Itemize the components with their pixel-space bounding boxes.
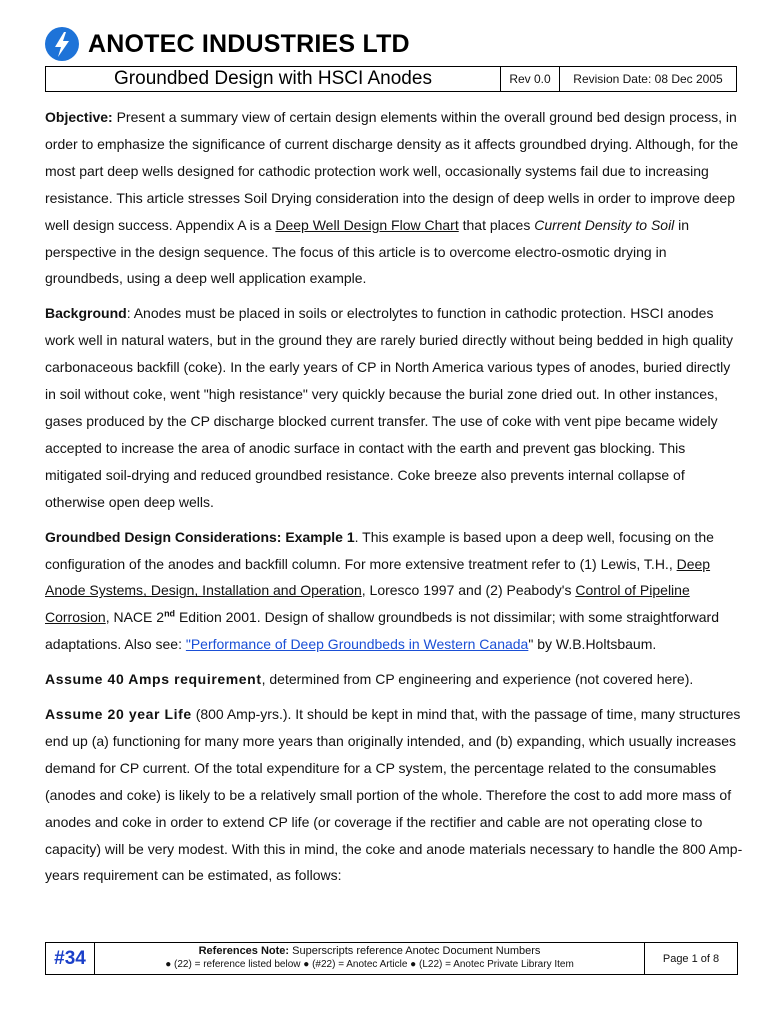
- objective-text-3: in perspective in the design sequence. The focus of this article is to overcome electro-osmotic drying in groundbeds, using a deep well application example.: [45, 216, 690, 287]
- background-text: : Anodes must be placed in soils or electrolytes to function in cathodic protection. HSCI anodes work well in natural waters, but in the ground they are rarely buried directly without being bedded in high quality carbonaceous backfill (coke). In the early years of CP in North America various types of anodes, buried directly in soil without coke, went "high resistance" very quickly because the burial zone dried out. In other instances, gases produced by the CP discharge blocked current transfer. The use of coke with vent pipe became widely accepted to increase the area of anodic surface in contact with the earth and prevent gas blocking. This mitigated soil-drying and reduced groundbed resistance. Coke breeze also prevents internal collapse of otherwise open deep wells.: [45, 305, 733, 510]
- references-note-label: References Note:: [198, 945, 290, 957]
- revision-number: Rev 0.0: [500, 67, 559, 91]
- company-name: ANOTEC INDUSTRIES LTD: [88, 29, 410, 58]
- assume-20-text: (800 Amp-yrs.). It should be kept in mind that, with the passage of time, many structures end up (a) functioning for many more years than originally intended, and (b) expanding, which usually increases demand for CP current. Of the total expenditure for a CP system, the percentage related to the consumables (anodes and coke) is likely to be a relatively small portion of the whole. Therefore the cost to add more mass of anodes and coke in order to extend CP life (or coverage if the rectifier and cable are not operating close to capacity) will be very modest. With this in mind, the coke and anode materials necessary to handle the 800 Amp-years requirement can be estimated, as follows:: [45, 706, 743, 884]
- assume-40-text: , determined from CP engineering and experience (not covered here).: [261, 671, 694, 688]
- considerations-text-5: " by W.B.Holtsbaum.: [528, 636, 657, 653]
- lewis-reference: Deep Anode Systems, Design, Installation and Operation: [45, 555, 711, 599]
- current-density-term: Current Density to Soil: [534, 216, 675, 233]
- footer-table: [45, 942, 738, 975]
- considerations-text-3: , NACE 2: [105, 609, 165, 626]
- page-number: Page 1 of 8: [644, 943, 737, 974]
- document-title: Groundbed Design with HSCI Anodes: [114, 68, 432, 89]
- flow-chart-link[interactable]: Deep Well Design Flow Chart: [275, 216, 459, 233]
- article-number-badge: #34: [46, 943, 95, 974]
- assume-40-label: Assume 40 Amps requirement: [45, 671, 262, 688]
- western-canada-link[interactable]: "Performance of Deep Groundbeds in Western Canada: [185, 636, 529, 653]
- considerations-text: . This example is based upon a deep well, focusing on the configuration of the anodes and backfill column. For more extensive treatment refer to (1) Lewis, T.H.,: [45, 528, 714, 572]
- references-note-line1: [95, 945, 644, 957]
- body-text: [45, 104, 745, 897]
- objective-text-2: that places: [458, 216, 535, 233]
- assume-20-label: Assume 20 year Life: [45, 706, 192, 723]
- references-note-text: Superscripts reference Anotec Document Numbers: [289, 945, 541, 957]
- title-table: [45, 66, 737, 92]
- references-note-bullets: ● (22) = reference listed below ● (#22) = Anotec Article ● (L22) = Anotec Private Library Item: [165, 959, 574, 970]
- assume-40-paragraph: [45, 666, 745, 693]
- objective-label: Objective:: [45, 109, 113, 125]
- objective-text: Present a summary view of certain design elements within the overall ground bed design process, in order to emphasize the significance of current discharge density as it affects groundbed drying. Although, for the most part deep wells designed for cathodic protection work well, occasionally systems fail due to increasing resistance. This article stresses Soil Drying consideration into the design of deep wells in order to improve deep well design success. Appendix A is a: [45, 109, 739, 233]
- considerations-paragraph: [45, 524, 745, 659]
- assume-20-paragraph: [45, 701, 745, 889]
- background-label: Background: [45, 305, 127, 322]
- edition-superscript: nd: [164, 608, 176, 619]
- references-note: [95, 943, 644, 974]
- considerations-text-4: Edition 2001. Design of shallow groundbeds is not dissimilar; with some straightforward adaptations. Also see:: [45, 609, 719, 653]
- peabody-reference: Control of Pipeline Corrosion: [45, 582, 690, 626]
- considerations-label: Groundbed Design Considerations: Example 1: [45, 528, 355, 545]
- background-paragraph: [45, 300, 745, 515]
- considerations-text-2: , Loresco 1997 and (2) Peabody's: [361, 582, 576, 599]
- header-logo-row: [44, 24, 410, 64]
- revision-date: Revision Date: 08 Dec 2005: [559, 67, 736, 91]
- objective-paragraph: [45, 104, 745, 292]
- anotec-logo-icon: [44, 26, 80, 62]
